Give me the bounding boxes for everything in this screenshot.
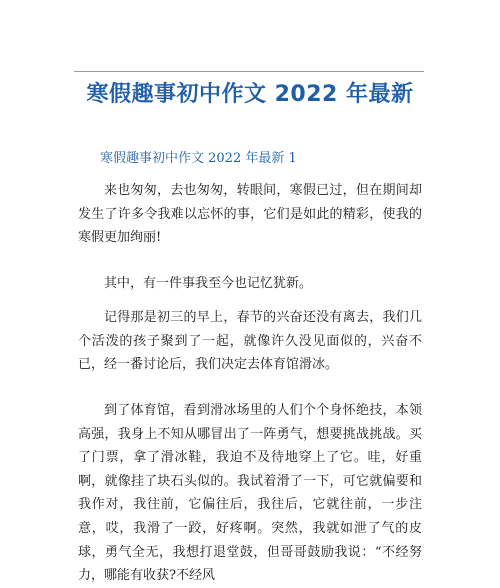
paragraph-2: 其中，有一件事我至今也记忆犹新。 [104, 276, 313, 291]
section-heading: 寒假趣事初中作文 2022 年最新 1 [100, 151, 297, 166]
paragraph-3: 记得那是初三的早上，春节的兴奋还没有离去，我们几个活泼的孩子聚到了一起，就像许久没见面似的，兴奋不已，经一番讨论后，我们决定去体育馆滑冰。 [78, 310, 422, 373]
header-divider [74, 71, 424, 72]
page-title: 寒假趣事初中作文 2022 年最新 [86, 82, 414, 107]
paragraph-4: 到了体育馆，看到滑冰场里的人们个个身怀绝技，本领高强，我身上不知从哪冒出了一阵勇气，想要挑战挑战。买了门票，拿了滑冰鞋，我迫不及待地穿上了它。哇，好重啊，就像挂了块石头似的。我试着滑了一下，可它就偏要和我作对，我往前，它偏往后，我往后，它就往前，一步注意，哎，我滑了一跤，好疼啊。突然，我就如泄了气的皮球，勇气全无，我想打退堂鼓，但哥哥鼓励我说：“不经努力，哪能有收获?不经风 [78, 403, 422, 584]
paragraph-1: 来也匆匆，去也匆匆，转眼间，寒假已过，但在期间却发生了许多令我难以忘怀的事，它们是如此的精彩，使我的寒假更加绚丽! [78, 183, 422, 246]
